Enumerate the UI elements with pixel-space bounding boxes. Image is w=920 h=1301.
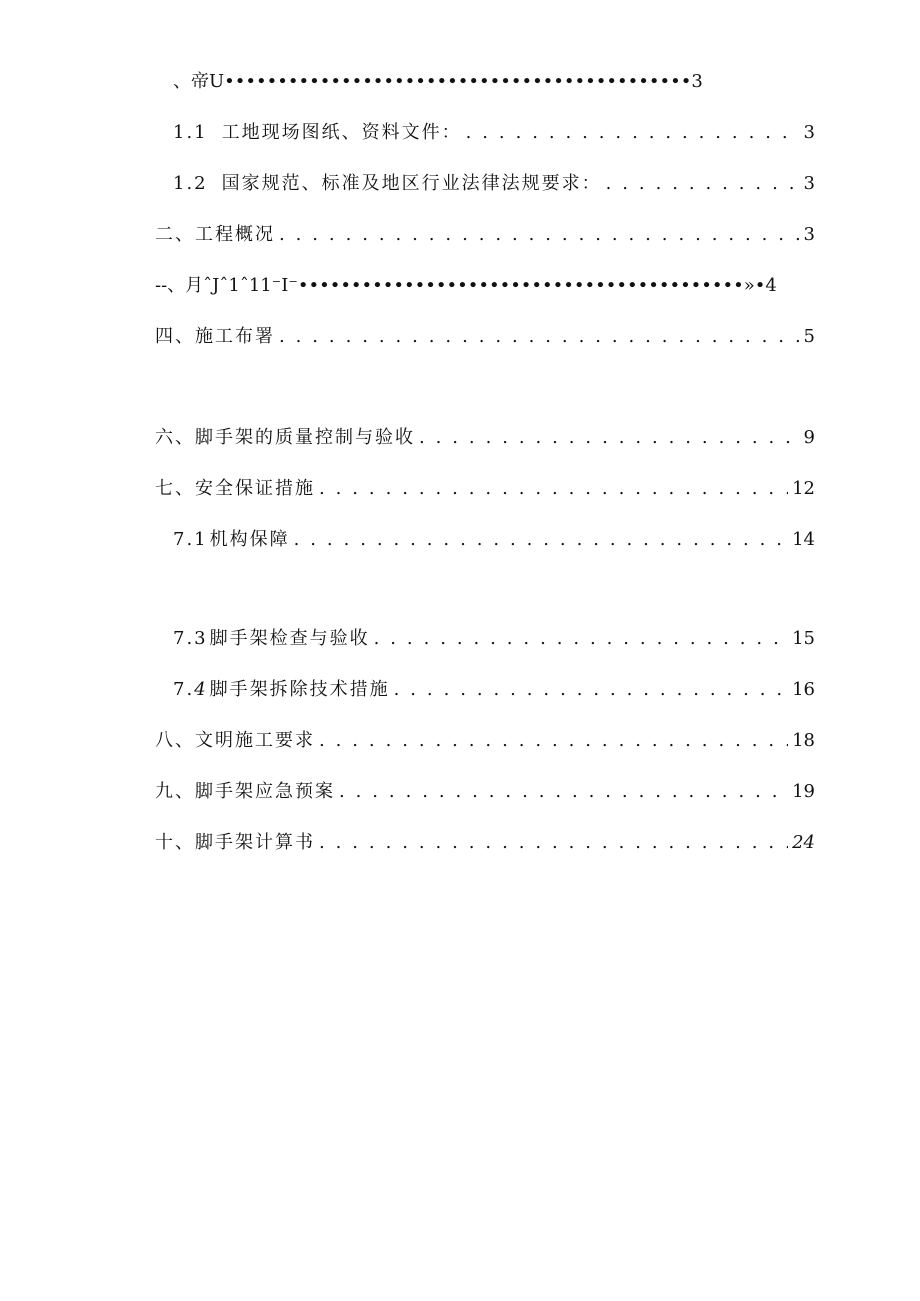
toc-entry-4[interactable]	[155, 317, 815, 357]
toc-entry-title: 四、施工布署	[155, 326, 275, 347]
toc-entry-number: 7.3	[173, 628, 208, 649]
toc-entry-1-1[interactable]	[155, 113, 815, 153]
toc-entry-7-3[interactable]	[155, 619, 815, 659]
toc-dot-leader	[606, 164, 800, 204]
toc-entry-title: 脚手架拆除技术措施	[209, 679, 390, 700]
toc-dot-leader	[279, 317, 800, 357]
toc-page-number: 3	[803, 173, 815, 194]
toc-page-number: 14	[792, 529, 815, 550]
toc-dot-leader	[374, 619, 788, 659]
toc-dot-leader	[394, 670, 788, 710]
toc-dot-leader	[319, 823, 788, 863]
toc-entry-title: 脚手架检查与验收	[209, 628, 370, 649]
toc-dot-leader	[319, 469, 788, 509]
toc-entry-garbled-2[interactable]	[155, 266, 815, 306]
toc-entry-number-prefix: 7.	[173, 679, 195, 700]
toc-dot-leader	[339, 772, 788, 812]
toc-page-number: 5	[803, 326, 815, 347]
toc-entry-8[interactable]	[155, 721, 815, 761]
toc-entry-7[interactable]	[155, 469, 815, 509]
toc-entry-number: 1.2	[173, 173, 208, 194]
toc-entry-9[interactable]	[155, 772, 815, 812]
toc-page-number: 19	[792, 781, 815, 802]
toc-entry-2[interactable]	[155, 215, 815, 255]
toc-entry-6[interactable]	[155, 418, 815, 458]
toc-entry-title: 机构保障	[209, 529, 290, 550]
toc-entry-title: 八、文明施工要求	[155, 730, 315, 751]
toc-page-number: 3	[803, 224, 815, 245]
toc-page-number: 16	[792, 679, 815, 700]
toc-entry-title: 七、安全保证措施	[155, 478, 315, 499]
toc-entry-title: 国家规范、标准及地区行业法律法规要求：	[221, 173, 602, 194]
toc-page-number: 15	[792, 628, 815, 649]
toc-page-number: 3	[803, 122, 815, 143]
toc-entry-number	[173, 670, 208, 710]
toc-entry-1-2[interactable]	[155, 164, 815, 204]
toc-dot-leader	[279, 215, 800, 255]
toc-entry-number: 7.1	[173, 529, 208, 550]
toc-entry-7-1[interactable]	[155, 520, 815, 560]
toc-entry-text: --、月ˆJˆ1ˆ11⁻I⁻••••••••••••••••••••••••••••••••••••••••••»•4	[155, 275, 777, 296]
toc-entry-7-4[interactable]	[155, 670, 815, 710]
toc-entry-title: 十、脚手架计算书	[155, 832, 315, 853]
toc-entry-title: 工地现场图纸、资料文件：	[221, 122, 462, 143]
toc-entry-title: 六、脚手架的质量控制与验收	[155, 427, 415, 448]
toc-entry-10[interactable]	[155, 823, 815, 863]
toc-dot-leader	[319, 721, 788, 761]
toc-entry-text: 、帝U••••••••••••••••••••••••••••••••••••••••••••3	[173, 71, 703, 92]
toc-entry-title: 二、工程概况	[155, 224, 275, 245]
toc-page-number: 12	[792, 478, 815, 499]
toc-page-number: 24	[792, 832, 815, 853]
toc-entry-number: 1.1	[173, 122, 208, 143]
toc-dot-leader	[294, 520, 788, 560]
toc-entry-garbled-1[interactable]	[155, 62, 815, 102]
toc-dot-leader	[419, 418, 800, 458]
toc-entry-title: 九、脚手架应急预案	[155, 781, 335, 802]
toc-entry-number-italic: 4	[194, 679, 208, 700]
toc-dot-leader	[466, 113, 800, 153]
toc-page-number: 9	[803, 427, 815, 448]
toc-page-number: 18	[792, 730, 815, 751]
